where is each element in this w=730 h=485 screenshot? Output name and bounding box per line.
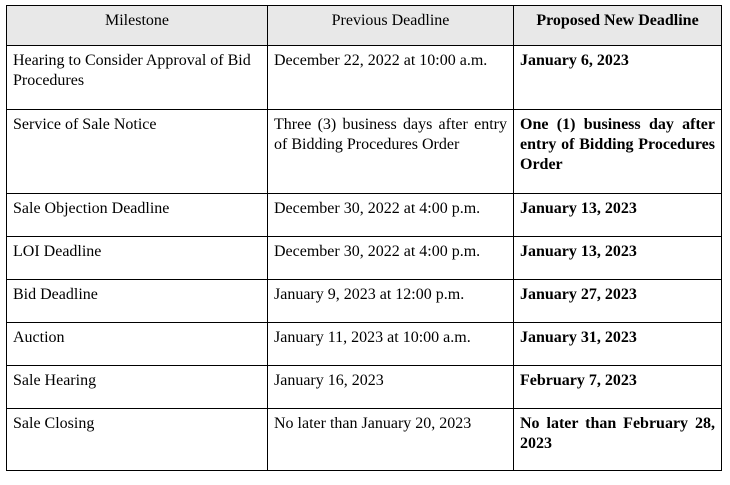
header-proposed-deadline: Proposed New Deadline (514, 6, 722, 46)
proposed-deadline-cell: January 27, 2023 (514, 280, 722, 323)
table-row (7, 409, 722, 471)
table-row (7, 366, 722, 409)
proposed-deadline-cell: January 13, 2023 (514, 237, 722, 280)
milestone-cell: LOI Deadline (7, 237, 268, 280)
previous-deadline-cell: January 9, 2023 at 12:00 p.m. (268, 280, 514, 323)
table-row (7, 46, 722, 110)
proposed-deadline-cell: January 6, 2023 (514, 46, 722, 110)
previous-deadline-cell: January 16, 2023 (268, 366, 514, 409)
table-row (7, 237, 722, 280)
previous-deadline-cell: No later than January 20, 2023 (268, 409, 514, 471)
previous-deadline-cell: December 30, 2022 at 4:00 p.m. (268, 237, 514, 280)
milestone-cell: Sale Hearing (7, 366, 268, 409)
table-row (7, 110, 722, 194)
milestone-cell: Auction (7, 323, 268, 366)
milestone-cell: Sale Objection Deadline (7, 194, 268, 237)
proposed-deadline-cell: January 31, 2023 (514, 323, 722, 366)
previous-deadline-cell: Three (3) business days after entry of Bidding Procedures Order (268, 110, 514, 194)
table-row (7, 323, 722, 366)
table-row (7, 280, 722, 323)
proposed-deadline-cell: One (1) business day after entry of Bidding Procedures Order (514, 110, 722, 194)
previous-deadline-cell: December 30, 2022 at 4:00 p.m. (268, 194, 514, 237)
proposed-deadline-cell: February 7, 2023 (514, 366, 722, 409)
header-row (7, 6, 722, 46)
milestone-cell: Hearing to Consider Approval of Bid Procedures (7, 46, 268, 110)
milestone-cell: Bid Deadline (7, 280, 268, 323)
proposed-deadline-cell: January 13, 2023 (514, 194, 722, 237)
previous-deadline-cell: December 22, 2022 at 10:00 a.m. (268, 46, 514, 110)
table-row (7, 194, 722, 237)
milestone-cell: Service of Sale Notice (7, 110, 268, 194)
proposed-deadline-cell: No later than February 28, 2023 (514, 409, 722, 471)
previous-deadline-cell: January 11, 2023 at 10:00 a.m. (268, 323, 514, 366)
deadline-table (6, 5, 722, 471)
milestone-cell: Sale Closing (7, 409, 268, 471)
header-previous-deadline: Previous Deadline (268, 6, 514, 46)
header-milestone: Milestone (7, 6, 268, 46)
